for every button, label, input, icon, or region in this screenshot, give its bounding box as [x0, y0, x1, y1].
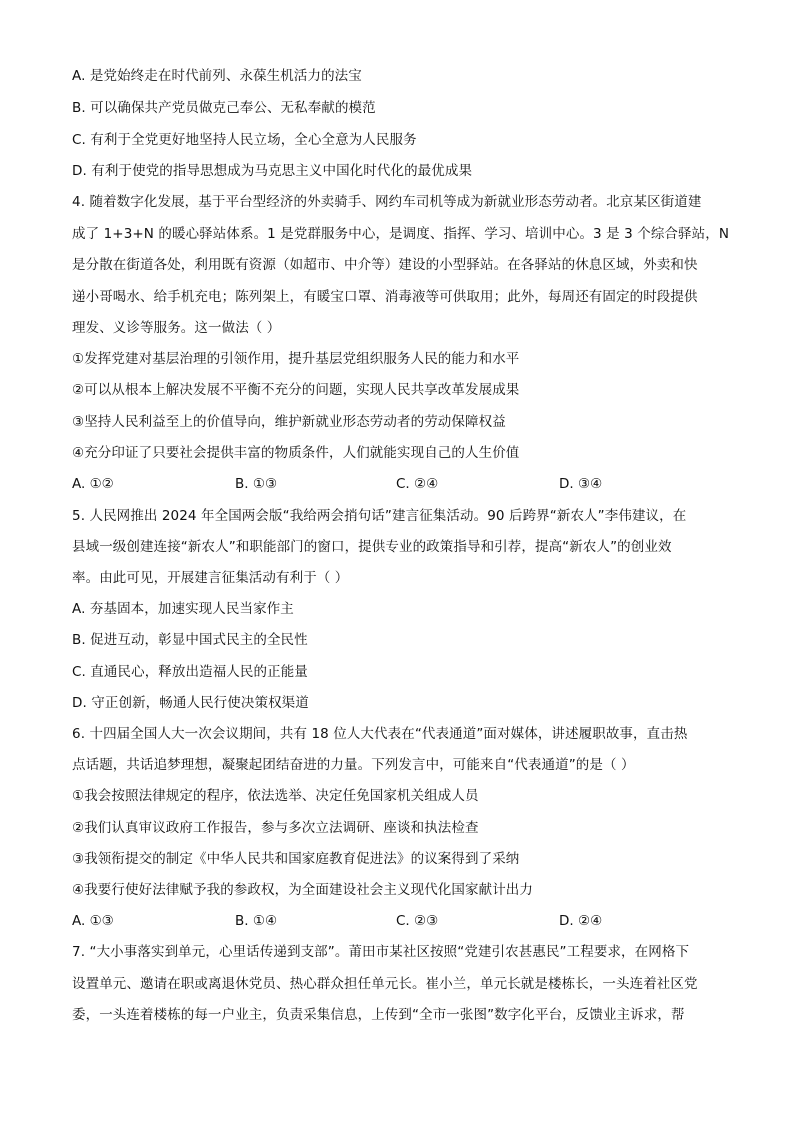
q6-statement: ②我们认真审议政府工作报告，参与多次立法调研、座谈和执法检查 — [72, 820, 479, 836]
q3-option-c: C. 有利于全党更好地坚持人民立场，全心全意为人民服务 — [72, 132, 417, 148]
q4-option-a: A. ①② — [72, 476, 114, 492]
q7-stem-line: 7. “大小事落实到单元，心里话传递到支部”。莆田市某社区按照“党建引农甚惠民”工程要求，在网格下 — [72, 944, 690, 960]
q7-stem-line: 委，一头连着楼栋的每一户业主，负责采集信息，上传到“全市一张图”数字化平台，反馈业主诉求，帮 — [72, 1007, 685, 1023]
q6-statement: ③我领衔提交的制定《中华人民共和国家庭教育促进法》的议案得到了采纳 — [72, 851, 520, 867]
q4-stem-line: 递小哥喝水、给手机充电；陈列架上，有暖宝口罩、消毒液等可供取用；此外，每周还有固定的时段提供 — [72, 289, 698, 305]
q6-stem-line: 点话题，共话追梦理想，凝聚起团结奋进的力量。下列发言中，可能来自“代表通道”的是（ ） — [72, 757, 635, 773]
q5-stem-line: 率。由此可见，开展建言征集活动有利于（ ） — [72, 570, 349, 586]
q4-statement: ④充分印证了只要社会提供丰富的物质条件，人们就能实现自己的人生价值 — [72, 445, 520, 461]
q3-option-b: B. 可以确保共产党员做克己奉公、无私奉献的模范 — [72, 100, 376, 116]
q4-stem-line: 4. 随着数字化发展，基于平台型经济的外卖骑手、网约车司机等成为新就业形态劳动者。北京某区街道建 — [72, 194, 702, 210]
q4-option-b: B. ①③ — [235, 476, 278, 492]
q6-statement: ④我要行使好法律赋予我的参政权，为全面建设社会主义现代化国家献计出力 — [72, 882, 534, 898]
q4-stem-line: 是分散在街道各处，利用既有资源（如超市、中介等）建设的小型驿站。在各驿站的休息区域，外卖和快 — [72, 257, 698, 273]
q3-option-a: A. 是党始终走在时代前列、永葆生机活力的法宝 — [72, 68, 362, 84]
q5-option-d: D. 守正创新，畅通人民行使决策权渠道 — [72, 695, 309, 711]
q5-option-b: B. 促进互动，彰显中国式民主的全民性 — [72, 632, 308, 648]
q6-option-a: A. ①③ — [72, 913, 114, 929]
q6-option-b: B. ①④ — [235, 913, 278, 929]
q4-statement: ①发挥党建对基层治理的引领作用，提升基层党组织服务人民的能力和水平 — [72, 351, 520, 367]
q6-option-d: D. ②④ — [559, 913, 603, 929]
q4-statement: ③坚持人民利益至上的价值导向，维护新就业形态劳动者的劳动保障权益 — [72, 414, 506, 430]
q4-stem-line: 成了 1+3+N 的暖心驿站体系。1 是党群服务中心，是调度、指挥、学习、培训中心。3 是 3 个综合驿站，N — [72, 226, 730, 242]
q6-statement: ①我会按照法律规定的程序，依法选举、决定任免国家机关组成人员 — [72, 788, 479, 804]
q4-stem-line: 理发、义诊等服务。这一做法（ ） — [72, 320, 281, 336]
q4-option-c: C. ②④ — [396, 476, 439, 492]
q5-stem-line: 县域一级创建连接“新农人”和职能部门的窗口，提供专业的政策指导和引荐，提高“新农人”的创业效 — [72, 539, 672, 555]
q6-option-c: C. ②③ — [396, 913, 439, 929]
q4-statement: ②可以从根本上解决发展不平衡不充分的问题，实现人民共享改革发展成果 — [72, 382, 520, 398]
q5-option-c: C. 直通民心，释放出造福人民的正能量 — [72, 664, 308, 680]
q4-option-d: D. ③④ — [559, 476, 603, 492]
q3-option-d: D. 有利于使党的指导思想成为马克思主义中国化时代化的最优成果 — [72, 163, 473, 179]
q6-stem-line: 6. 十四届全国人大一次会议期间，共有 18 位人大代表在“代表通道”面对媒体，讲述履职故事，直击热 — [72, 726, 688, 742]
q5-option-a: A. 夯基固本，加速实现人民当家作主 — [72, 601, 294, 617]
q5-stem-line: 5. 人民网推出 2024 年全国两会版“我给两会捎句话”建言征集活动。90 后跨界“新农人”李伟建议，在 — [72, 508, 687, 524]
q7-stem-line: 设置单元、邀请在职或离退休党员、热心群众担任单元长。崔小兰，单元长就是楼栋长，一头连着社区党 — [72, 976, 698, 992]
